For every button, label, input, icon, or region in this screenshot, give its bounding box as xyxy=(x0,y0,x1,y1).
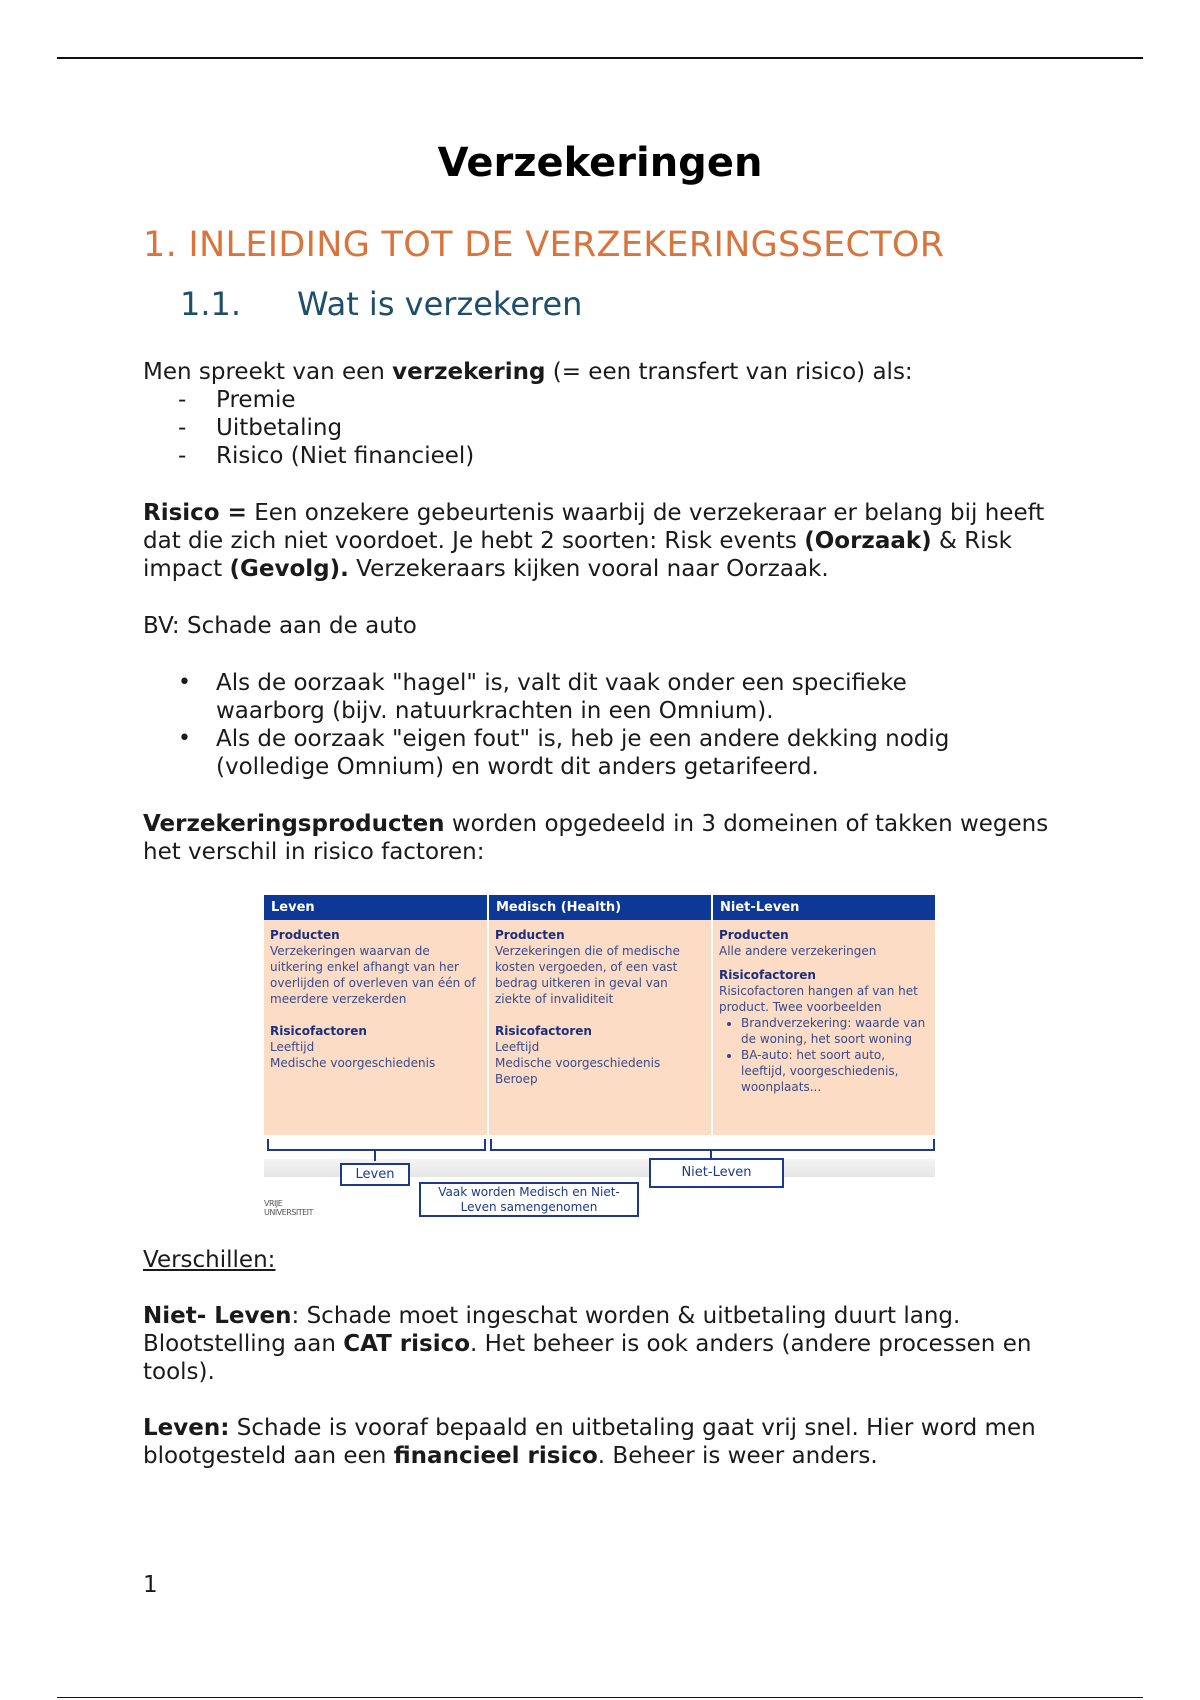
risico-paragraph: Risico = Een onzekere gebeurtenis waarbij de verzekeraar er belang bij heeft dat die zich niet voordoet. Je hebt 2 soorten: Risk events (Oorzaak) & Risk impact (Gevolg). Verzekeraars kijken vooral naar Oorzaak. xyxy=(143,500,1045,582)
domains-table xyxy=(264,895,935,1135)
university-logo: VRIJE UNIVERSITEIT xyxy=(264,1199,313,1217)
insurance-domains-figure xyxy=(264,895,935,1221)
column-medisch xyxy=(487,895,711,1135)
column-body: Producten Verzekeringen waarvan de uitkering enkel afhangt van her overlijden of overleven van één of meerdere verzekerden Risicofactoren Leeftijd Medische voorgeschiedenis xyxy=(264,920,487,1135)
column-body: Producten Verzekeringen die of medische kosten vergoeden, of een vast bedrag uitkeren in geval van ziekte of invaliditeit Risicofactoren Leeftijd Medische voorgeschiedenis Beroep xyxy=(487,920,711,1135)
document-title: Verzekeringen xyxy=(437,140,763,186)
column-header: Medisch (Health) xyxy=(487,895,711,920)
list-item: • Brandverzekering: waarde van de woning, het soort woning xyxy=(741,1015,929,1047)
column-body: Producten Alle andere verzekeringen Risicofactoren Risicofactoren hangen af van het product. Twee voorbeelden • Brandverzekering: waarde van de woning, het soort woning • BA-auto: het soort auto, leeftijd, voorgeschiedenis, woonplaats... xyxy=(711,920,935,1135)
intro-paragraph: Men spreekt van een verzekering (= een transfert van risico) als: xyxy=(143,359,913,385)
column-niet-leven xyxy=(711,895,935,1135)
bullet-icon: • xyxy=(178,726,191,751)
heading-2-number: 1.1. xyxy=(180,285,242,323)
bracket-non-life xyxy=(490,1139,935,1151)
column-leven xyxy=(264,895,487,1135)
footer-rule xyxy=(57,1697,1143,1698)
label-note: Vaak worden Medisch en Niet-Leven samengenomen xyxy=(419,1182,639,1217)
label-niet-leven: Niet-Leven xyxy=(649,1158,784,1188)
label-leven: Leven xyxy=(340,1163,410,1186)
example-bullet-list xyxy=(178,669,1018,781)
header-rule xyxy=(57,57,1143,59)
heading-2 xyxy=(180,285,582,323)
heading-2-text: Wat is verzekeren xyxy=(297,285,583,323)
list-item: • Als de oorzaak "eigen fout" is, heb je een andere dekking nodig (volledige Omnium) en wordt dit anders getarifeerd. xyxy=(178,726,950,780)
list-item: - Uitbetaling xyxy=(178,415,343,441)
column-header: Niet-Leven xyxy=(711,895,935,920)
list-item: - Risico (Niet financieel) xyxy=(178,443,475,469)
leven-paragraph: Leven: Schade is vooraf bepaald en uitbetaling gaat vrij snel. Hier word men blootgesteld aan een financieel risico. Beheer is weer anders. xyxy=(143,1415,1036,1469)
niet-leven-paragraph: Niet- Leven: Schade moet ingeschat worden & uitbetaling duurt lang. Blootstelling aan CAT risico. Het beheer is ook anders (andere processen en tools). xyxy=(143,1303,1032,1385)
page-number: 1 xyxy=(143,1572,158,1598)
bullet-icon: • xyxy=(178,670,191,695)
heading-1: 1. INLEIDING TOT DE VERZEKERINGSSECTOR xyxy=(143,225,945,265)
bracket-leven xyxy=(267,1139,486,1151)
list-item: - Premie xyxy=(178,387,296,413)
example-paragraph: BV: Schade aan de auto xyxy=(143,613,417,639)
products-paragraph: Verzekeringsproducten worden opgedeeld in 3 domeinen of takken wegens het verschil in risico factoren: xyxy=(143,811,1049,865)
column-header: Leven xyxy=(264,895,487,920)
differences-heading: Verschillen: xyxy=(143,1247,276,1273)
list-item: • Als de oorzaak "hagel" is, valt dit vaak onder een specifieke waarborg (bijv. natuurkrachten in een Omnium). xyxy=(178,670,907,724)
list-item: • BA-auto: het soort auto, leeftijd, voorgeschiedenis, woonplaats... xyxy=(741,1047,929,1095)
dash-list xyxy=(178,386,474,470)
